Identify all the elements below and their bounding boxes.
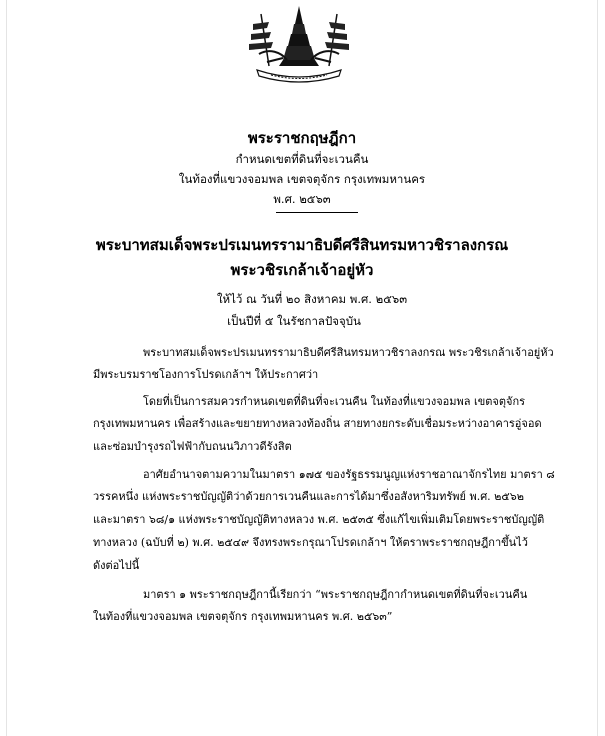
document-year: พ.ศ. ๒๕๖๓ bbox=[273, 192, 331, 206]
paragraph-line: วรรคหนึ่ง แห่งพระราชบัญญัติว่าด้วยการเวนคืนและการได้มาซึ่งอสังหาริมทรัพย์ พ.ศ. ๒๕๖๒ bbox=[93, 490, 524, 503]
given-date: ให้ไว้ ณ วันที่ ๒๐ สิงหาคม พ.ศ. ๒๕๖๓ bbox=[216, 292, 408, 306]
paragraph-line: ทางหลวง (ฉบับที่ ๒) พ.ศ. ๒๕๔๙ จึงทรงพระกรุณาโปรดเกล้าฯ ให้ตราพระราชกฤษฎีกาขึ้นไว้ bbox=[93, 536, 528, 549]
section-1-line: ในท้องที่แขวงจอมพล เขตจตุจักร กรุงเทพมหานคร พ.ศ. ๒๕๖๓” bbox=[93, 610, 393, 623]
section-1-line: มาตรา ๑ พระราชกฤษฎีกานี้เรียกว่า “พระราชกฤษฎีกากำหนดเขตที่ดินที่จะเวนคืน bbox=[143, 588, 528, 601]
document-subtitle-location: ในท้องที่แขวงจอมพล เขตจตุจักร กรุงเทพมหานคร bbox=[178, 172, 426, 186]
document-subtitle: กำหนดเขตที่ดินที่จะเวนคืน bbox=[235, 152, 369, 166]
reign-year: เป็นปีที่ ๕ ในรัชกาลปัจจุบัน bbox=[227, 314, 361, 328]
king-name-line-2: พระวชิรเกล้าเจ้าอยู่หัว bbox=[230, 261, 374, 279]
paragraph-line: ดังต่อไปนี้ bbox=[93, 559, 140, 572]
document-page bbox=[6, 0, 598, 736]
paragraph-line: และซ่อมบำรุงรถไฟฟ้ากับถนนวิภาวดีรังสิต bbox=[93, 440, 292, 453]
paragraph-line: กรุงเทพมหานคร เพื่อสร้างและขยายทางหลวงท้องถิ่น สายทางยกระดับเชื่อมระหว่างอาคารอู่จอด bbox=[93, 417, 542, 430]
paragraph-line: และมาตรา ๖๘/๑ แห่งพระราชบัญญัติทางหลวง พ.ศ. ๒๕๓๕ ซึ่งแก้ไขเพิ่มเติมโดยพระราชบัญญัติ bbox=[93, 513, 545, 526]
king-name-line-1: พระบาทสมเด็จพระปรเมนทรรามาธิบดีศรีสินทรมหาวชิราลงกรณ bbox=[95, 236, 509, 254]
title-divider bbox=[276, 212, 358, 213]
document-title: พระราชกฤษฎีกา bbox=[247, 129, 357, 147]
paragraph-line: โดยที่เป็นการสมควรกำหนดเขตที่ดินที่จะเวนคืน ในท้องที่แขวงจอมพล เขตจตุจักร bbox=[143, 395, 526, 408]
royal-garuda-crown-seal-icon bbox=[239, 4, 359, 84]
paragraph-line: พระบาทสมเด็จพระปรเมนทรรามาธิบดีศรีสินทรมหาวชิราลงกรณ พระวชิรเกล้าเจ้าอยู่หัว bbox=[143, 346, 554, 359]
paragraph-line: มีพระบรมราชโองการโปรดเกล้าฯ ให้ประกาศว่า bbox=[93, 368, 319, 381]
paragraph-line: อาศัยอำนาจตามความในมาตรา ๑๗๕ ของรัฐธรรมนูญแห่งราชอาณาจักรไทย มาตรา ๘ bbox=[143, 468, 555, 481]
